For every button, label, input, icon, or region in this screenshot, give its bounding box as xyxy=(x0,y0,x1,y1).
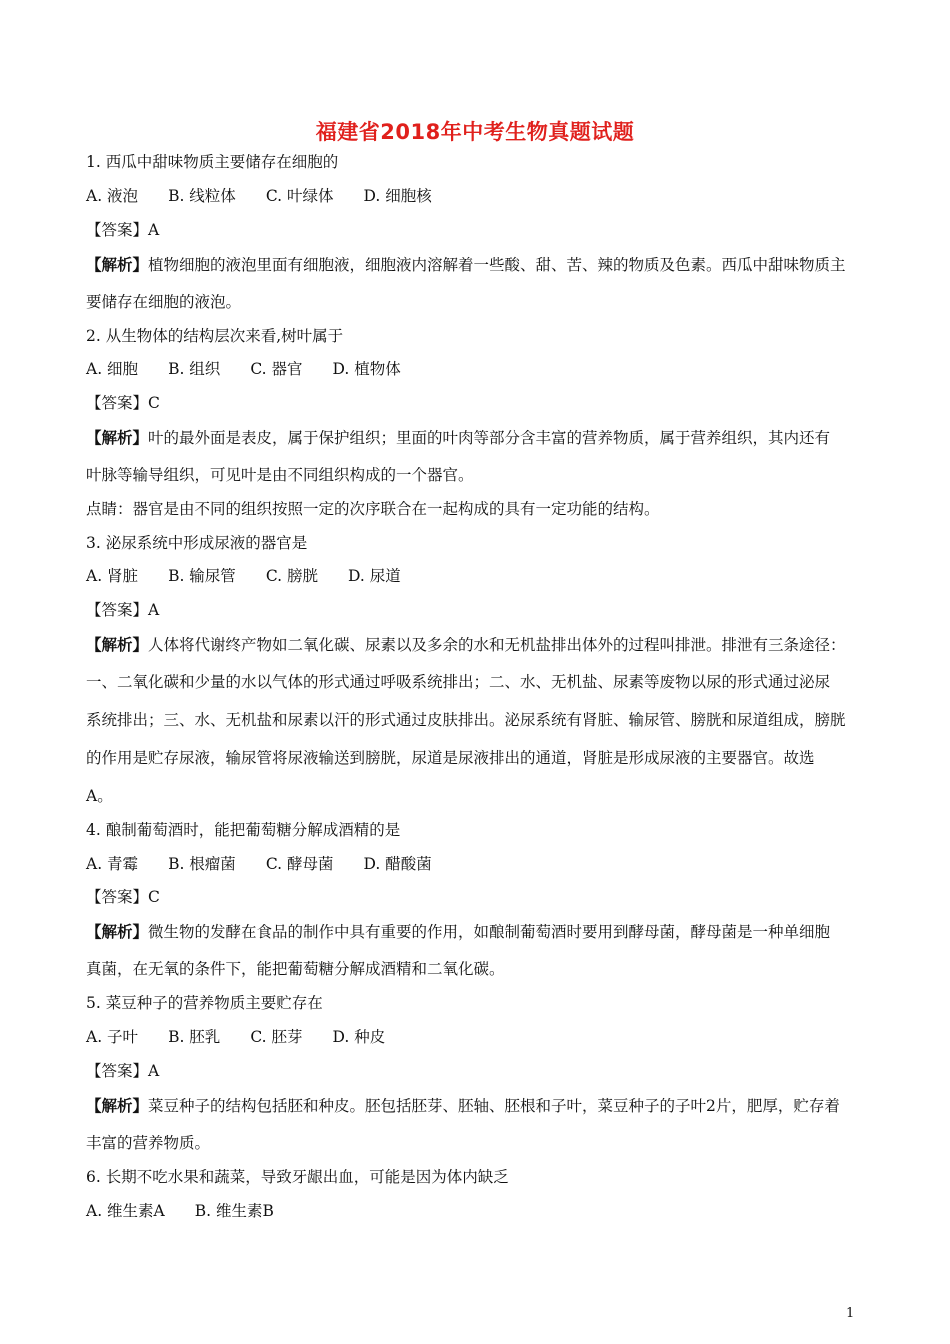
question-2-analysis-line-1 xyxy=(86,428,866,448)
question-4-options xyxy=(86,854,866,874)
option-a: A. 液泡 xyxy=(86,187,139,205)
analysis-text: 叶的最外面是表皮，属于保护组织；里面的叶肉等部分含丰富的营养物质，属于营养组织，其内还有 xyxy=(148,429,831,447)
question-6-stem: 6. 长期不吃水果和蔬菜，导致牙龈出血，可能是因为体内缺乏 xyxy=(86,1168,509,1186)
question-3-analysis-line-1 xyxy=(86,635,866,655)
question-5-analysis-line-2: 丰富的营养物质。 xyxy=(86,1134,211,1152)
option-c: C. 膀胱 xyxy=(265,567,318,585)
question-4-analysis-line-2: 真菌，在无氧的条件下，能把葡萄糖分解成酒精和二氧化碳。 xyxy=(86,960,505,978)
question-3-analysis-line-5: A。 xyxy=(86,787,113,805)
analysis-text: 微生物的发酵在食品的制作中具有重要的作用，如酿制葡萄酒时要用到酵母菌，酵母菌是一种单细胞 xyxy=(148,923,831,941)
page-title: 福建省2018年中考生物真题试题 xyxy=(315,120,635,144)
question-3-stem: 3. 泌尿系统中形成尿液的器官是 xyxy=(86,534,308,552)
question-1-analysis-line-2: 要储存在细胞的液泡。 xyxy=(86,293,242,311)
option-b: B. 输尿管 xyxy=(168,567,236,585)
question-3-analysis-line-2: 一、二氧化碳和少量的水以气体的形式通过呼吸系统排出；二、水、无机盐、尿素等废物以尿的形式通过泌尿 xyxy=(86,673,831,691)
option-c: C. 叶绿体 xyxy=(265,187,334,205)
option-d: D. 植物体 xyxy=(332,360,401,378)
question-5-stem: 5. 菜豆种子的营养物质主要贮存在 xyxy=(86,994,323,1012)
option-c: C. 胚芽 xyxy=(250,1028,303,1046)
question-1-answer: 【答案】A xyxy=(86,221,160,239)
analysis-text: 人体将代谢终产物如二氧化碳、尿素以及多余的水和无机盐排出体外的过程叫排泄。排泄有三条途径： xyxy=(148,636,846,654)
question-6-options xyxy=(86,1201,866,1221)
analysis-label: 【解析】 xyxy=(86,922,149,941)
question-2-options xyxy=(86,359,866,379)
question-1-options xyxy=(86,186,866,206)
question-5-analysis-line-1 xyxy=(86,1096,866,1116)
question-5-answer: 【答案】A xyxy=(86,1062,160,1080)
analysis-label: 【解析】 xyxy=(86,255,149,274)
option-b: B. 胚乳 xyxy=(168,1028,221,1046)
option-d: D. 种皮 xyxy=(332,1028,386,1046)
question-3-options xyxy=(86,566,866,586)
option-b: B. 根瘤菌 xyxy=(168,855,236,873)
question-4-answer: 【答案】C xyxy=(86,888,160,906)
analysis-label: 【解析】 xyxy=(86,428,149,447)
analysis-text: 菜豆种子的结构包括胚和种皮。胚包括胚芽、胚轴、胚根和子叶，菜豆种子的子叶2片，肥厚，贮存着 xyxy=(148,1097,840,1115)
option-c: C. 酵母菌 xyxy=(265,855,334,873)
question-3-answer: 【答案】A xyxy=(86,601,160,619)
question-2-analysis-line-2: 叶脉等输导组织，可见叶是由不同组织构成的一个器官。 xyxy=(86,466,474,484)
option-d: D. 醋酸菌 xyxy=(363,855,432,873)
analysis-label: 【解析】 xyxy=(86,635,149,654)
question-5-options xyxy=(86,1027,866,1047)
question-1-stem: 1. 西瓜中甜味物质主要储存在细胞的 xyxy=(86,153,339,171)
option-d: D. 细胞核 xyxy=(363,187,432,205)
question-1-analysis-line-1 xyxy=(86,255,866,275)
option-c: C. 器官 xyxy=(250,360,303,378)
option-b: B. 组织 xyxy=(168,360,221,378)
option-a: A. 维生素A xyxy=(86,1202,165,1220)
option-a: A. 子叶 xyxy=(86,1028,139,1046)
option-a: A. 青霉 xyxy=(86,855,139,873)
analysis-label: 【解析】 xyxy=(86,1096,149,1115)
analysis-text: 植物细胞的液泡里面有细胞液，细胞液内溶解着一些酸、甜、苦、辣的物质及色素。西瓜中甜味物质主 xyxy=(148,256,846,274)
question-2-note: 点睛：器官是由不同的组织按照一定的次序联合在一起构成的具有一定功能的结构。 xyxy=(86,500,660,518)
question-3-analysis-line-3: 系统排出；三、水、无机盐和尿素以汗的形式通过皮肤排出。泌尿系统有肾脏、输尿管、膀胱和尿道组成，膀胱 xyxy=(86,711,846,729)
option-b: B. 维生素B xyxy=(194,1202,274,1220)
question-3-analysis-line-4: 的作用是贮存尿液，输尿管将尿液输送到膀胱，尿道是尿液排出的通道，肾脏是形成尿液的主要器官。故选 xyxy=(86,749,815,767)
option-a: A. 细胞 xyxy=(86,360,139,378)
question-2-stem: 2. 从生物体的结构层次来看,树叶属于 xyxy=(86,327,344,345)
option-d: D. 尿道 xyxy=(347,567,401,585)
question-4-analysis-line-1 xyxy=(86,922,866,942)
question-4-stem: 4. 酿制葡萄酒时，能把葡萄糖分解成酒精的是 xyxy=(86,821,401,839)
option-b: B. 线粒体 xyxy=(168,187,236,205)
page-number: 1 xyxy=(846,1306,855,1321)
option-a: A. 肾脏 xyxy=(86,567,139,585)
question-2-answer: 【答案】C xyxy=(86,394,160,412)
